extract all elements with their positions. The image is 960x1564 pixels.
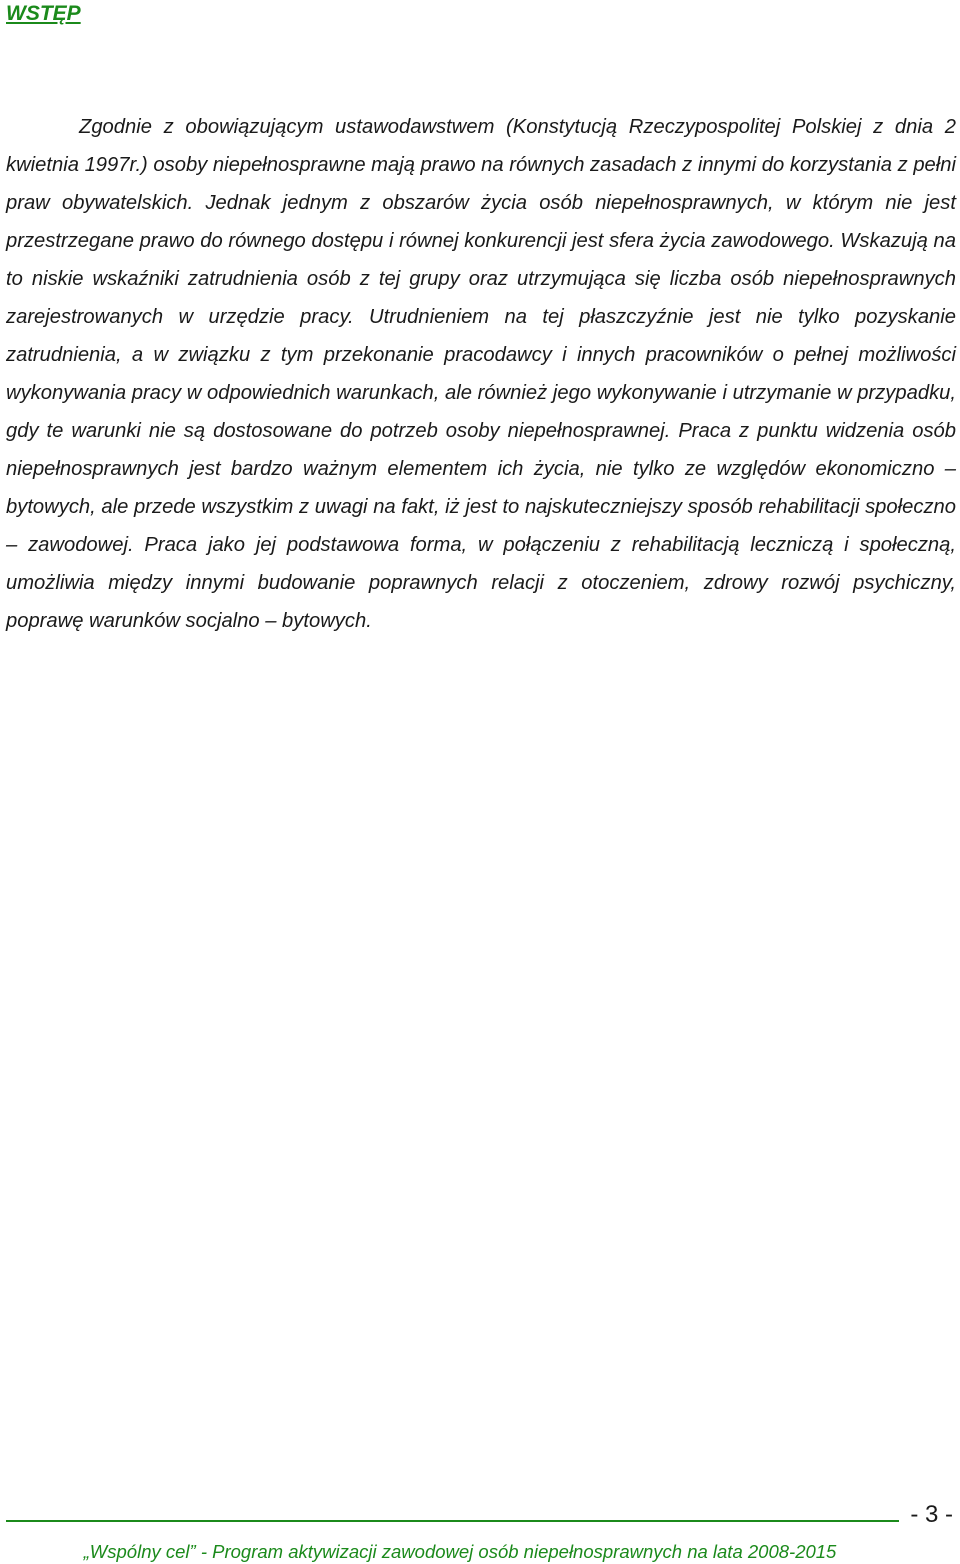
footer-program-title: „Wspólny cel” - Program aktywizacji zawodowej osób niepełnosprawnych na lata 2008-2015 (83, 1541, 837, 1562)
section-heading: WSTĘP (6, 2, 81, 25)
body-paragraph: Zgodnie z obowiązującym ustawodawstwem (Konstytucją Rzeczypospolitej Polskiej z dnia 2 kwietnia 1997r.) osoby niepełnosprawne mają prawo na równych zasadach z innymi do korzystania z pełni praw obywatelskich. Jednak jednym z obszarów życia osób niepełnosprawnych, w którym nie jest przestrzegane prawo do równego dostępu i równej konkurencji jest sfera życia zawodowego. Wskazują na to niskie wskaźniki zatrudnienia osób z tej grupy oraz utrzymująca się liczba osób niepełnosprawnych zarejestrowanych w urzędzie pracy. Utrudnieniem na tej płaszczyźnie jest nie tylko pozyskanie zatrudnienia, a w związku z tym przekonanie pracodawcy i innych pracowników o pełnej możliwości wykonywania pracy w odpowiednich warunkach, ale również jego wykonywanie i utrzymanie w przypadku, gdy te warunki nie są dostosowane do potrzeb osoby niepełnosprawnej. Praca z punktu widzenia osób niepełnosprawnych jest bardzo ważnym elementem ich życia, nie tylko ze względów ekonomiczno – bytowych, ale przede wszystkim z uwagi na fakt, iż jest to najskuteczniejszy sposób rehabilitacji społeczno – zawodowej. Praca jako jej podstawowa forma, w połączeniu z rehabilitacją leczniczą i społeczną, umożliwia między innymi budowanie poprawnych relacji z otoczeniem, zdrowy rozwój psychiczny, poprawę warunków socjalno – bytowych. (6, 116, 956, 632)
footer-divider (6, 1520, 899, 1522)
page-number: - 3 - (910, 1501, 953, 1528)
